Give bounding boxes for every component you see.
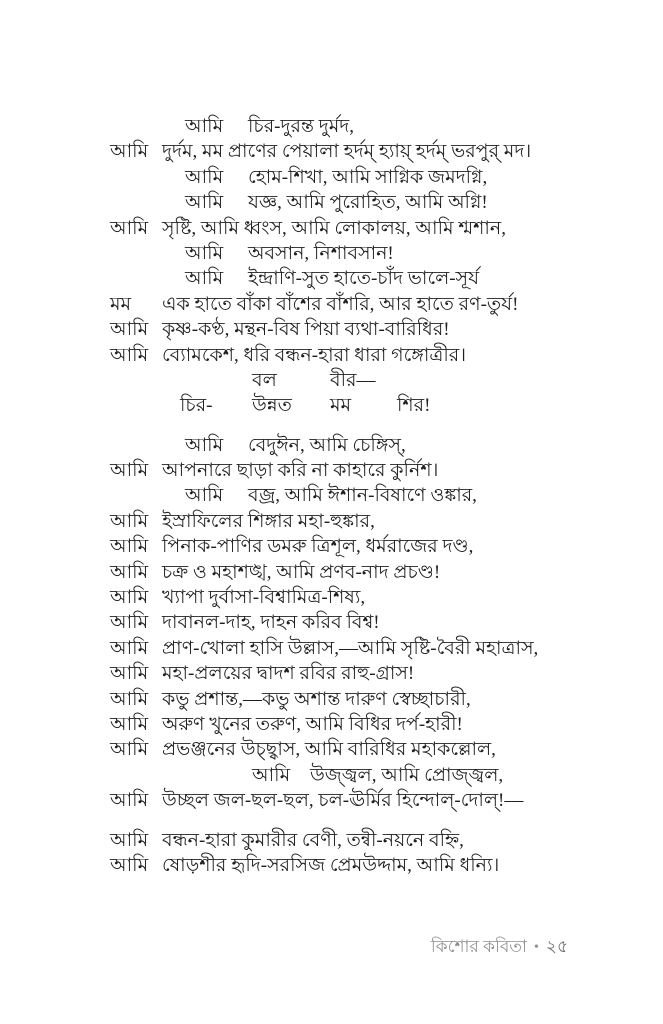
poem-line: [185, 165, 610, 190]
poem-line: [110, 636, 610, 661]
poem-line-spread: [110, 368, 610, 393]
poem-line: [185, 241, 610, 266]
line-anchor: আমি: [110, 460, 149, 482]
poem-line: [110, 661, 610, 686]
poem-line: [185, 266, 610, 291]
footer-separator-dot: •: [534, 940, 539, 955]
line-anchor: আমি: [110, 319, 149, 341]
line-text: বন্ধন-হারা কুমারীর বেণী, তন্বী-নয়নে বহ্নি,: [162, 829, 464, 851]
poem-line: [185, 483, 610, 508]
line-anchor: আমি: [185, 434, 224, 456]
line-anchor: আমি: [110, 663, 149, 685]
line-text: ব্যোমকেশ, ধরি বন্ধন-হারা ধারা গঙ্গোত্রীর।: [162, 344, 467, 366]
line-text: যজ্ঞ, আমি পুরোহিত, আমি অগ্নি!: [248, 192, 488, 214]
line-anchor: আমি: [110, 688, 149, 710]
spread-word: বীর—: [330, 369, 376, 391]
line-text: ষোড়শীর হৃদি-সরসিজ প্রেমউদ্দাম, আমি ধন্যি।: [162, 854, 500, 876]
poem-line: [110, 534, 610, 559]
poem-line: [185, 433, 610, 458]
line-anchor: আমি: [185, 166, 224, 188]
poem-line: [185, 114, 610, 139]
poem: [110, 114, 610, 878]
poem-line: [110, 216, 610, 241]
poem-line: [110, 828, 610, 853]
line-anchor: আমি: [110, 587, 149, 609]
line-anchor: আমি: [110, 536, 149, 558]
line-text: কৃষ্ণ-কণ্ঠ, মন্থন-বিষ পিয়া ব্যথা-বারিধির!: [162, 319, 450, 341]
poem-line: [110, 560, 610, 585]
line-anchor: আমি: [110, 612, 149, 634]
line-text: প্রভঞ্জনের উচ্ছ্বাস, আমি বারিধির মহাকল্লোল,: [162, 739, 496, 761]
line-anchor: আমি: [185, 192, 224, 214]
line-text: চির-দুরন্ত দুর্মদ,: [248, 116, 355, 137]
poem-line: [110, 292, 610, 317]
poem-line: [110, 712, 610, 737]
poem-line: [110, 317, 610, 342]
poem-line: [110, 853, 610, 878]
line-text: মহা-প্রলয়ের দ্বাদশ রবির রাহু-গ্রাস!: [162, 663, 415, 685]
spread-word: চির-: [180, 395, 213, 417]
line-text: অবসান, নিশাবসান!: [248, 242, 394, 264]
line-anchor: আমি: [110, 637, 149, 659]
line-anchor: আমি: [185, 485, 224, 507]
line-text: ইন্দ্রাণি-সুত হাতে-চাঁদ ভালে-সূর্য: [248, 268, 480, 290]
footer-book-title: কিশোর কবিতা: [430, 937, 527, 956]
line-anchor: আমি: [110, 510, 149, 532]
stanza: [110, 828, 610, 879]
footer-page-number: ২৫: [545, 937, 568, 956]
poem-line-spread: [110, 393, 610, 418]
line-text: ইস্রাফিলের শিঙ্গার মহা-হুঙ্কার,: [162, 510, 375, 532]
poem-line: [110, 458, 610, 483]
line-anchor: আমি: [110, 790, 149, 812]
spread-word: উন্নত: [252, 395, 292, 417]
poem-line: [110, 343, 610, 368]
spread-word: শির!: [397, 395, 431, 417]
line-anchor: আমি: [110, 739, 149, 761]
line-anchor: আমি: [110, 829, 149, 851]
poem-line: [185, 190, 610, 215]
line-anchor: আমি: [110, 141, 149, 163]
line-text: অরুণ খুনের তরুণ, আমি বিধির দর্প-হারী!: [162, 713, 463, 735]
poem-line: [110, 687, 610, 712]
poem-line: [110, 139, 610, 164]
poem-line: [110, 737, 610, 762]
line-anchor: আমি: [110, 713, 149, 735]
poem-line: [110, 509, 610, 534]
line-text: বেদুঈন, আমি চেঙ্গিস্‌,: [248, 434, 406, 456]
line-text: এক হাতে বাঁকা বাঁশের বাঁশরি, আর হাতে রণ-তুর্য!: [162, 293, 519, 315]
poem-line: [252, 763, 610, 788]
page-footer: [431, 936, 568, 959]
line-anchor: মম: [110, 293, 132, 315]
line-text: বজ্র, আমি ঈশান-বিষাণে ওঙ্কার,: [248, 485, 477, 507]
line-anchor: আমি: [110, 854, 149, 876]
spread-word: মম: [330, 395, 352, 417]
line-text: প্রাণ-খোলা হাসি উল্লাস,—আমি সৃষ্টি-বৈরী মহাত্রাস,: [162, 637, 539, 659]
line-anchor: আমি: [252, 764, 291, 786]
line-text: দাবানল-দাহ, দাহন করিব বিশ্ব!: [162, 612, 380, 634]
line-text: চক্র ও মহাশঙ্খ, আমি প্রণব-নাদ প্রচণ্ড!: [162, 561, 441, 583]
line-anchor: আমি: [185, 116, 224, 137]
line-anchor: আমি: [110, 561, 149, 583]
line-text: কভু প্রশান্ত,—কভু অশান্ত দারুণ স্বেচ্ছাচারী,: [162, 688, 471, 710]
line-anchor: আমি: [110, 217, 149, 239]
line-text: পিনাক-পাণির ডমরু ত্রিশূল, ধর্মরাজের দণ্ড,: [162, 536, 474, 558]
line-text: দুর্দম, মম প্রাণের পেয়ালা হর্দম্‌ হ্যায়্‌ হর্দম্‌ ভরপুর্‌ মদ।: [162, 141, 532, 163]
line-text: উচ্ছল জল-ছল-ছল, চল-ঊর্মির হিন্দোল্‌-দোল্‌!—: [162, 790, 524, 812]
stanza: [110, 114, 610, 419]
poem-line: [110, 610, 610, 635]
line-anchor: আমি: [185, 268, 224, 290]
line-text: হোম-শিখা, আমি সাগ্নিক জমদগ্নি,: [248, 166, 488, 188]
line-text: খ্যাপা দুর্বাসা-বিশ্বামিত্র-শিষ্য,: [162, 587, 366, 609]
line-anchor: আমি: [185, 242, 224, 264]
poem-line: [110, 585, 610, 610]
poem-line: [110, 788, 610, 813]
line-anchor: আমি: [110, 344, 149, 366]
stanza: [110, 433, 610, 814]
line-text: উজ্জ্বল, আমি প্রোজ্জ্বল,: [310, 764, 504, 786]
line-text: সৃষ্টি, আমি ধ্বংস, আমি লোকালয়, আমি শ্মশান,: [162, 217, 506, 239]
line-text: আপনারে ছাড়া করি না কাহারে কুর্নিশ।: [162, 460, 439, 482]
spread-word: বল: [252, 369, 277, 391]
